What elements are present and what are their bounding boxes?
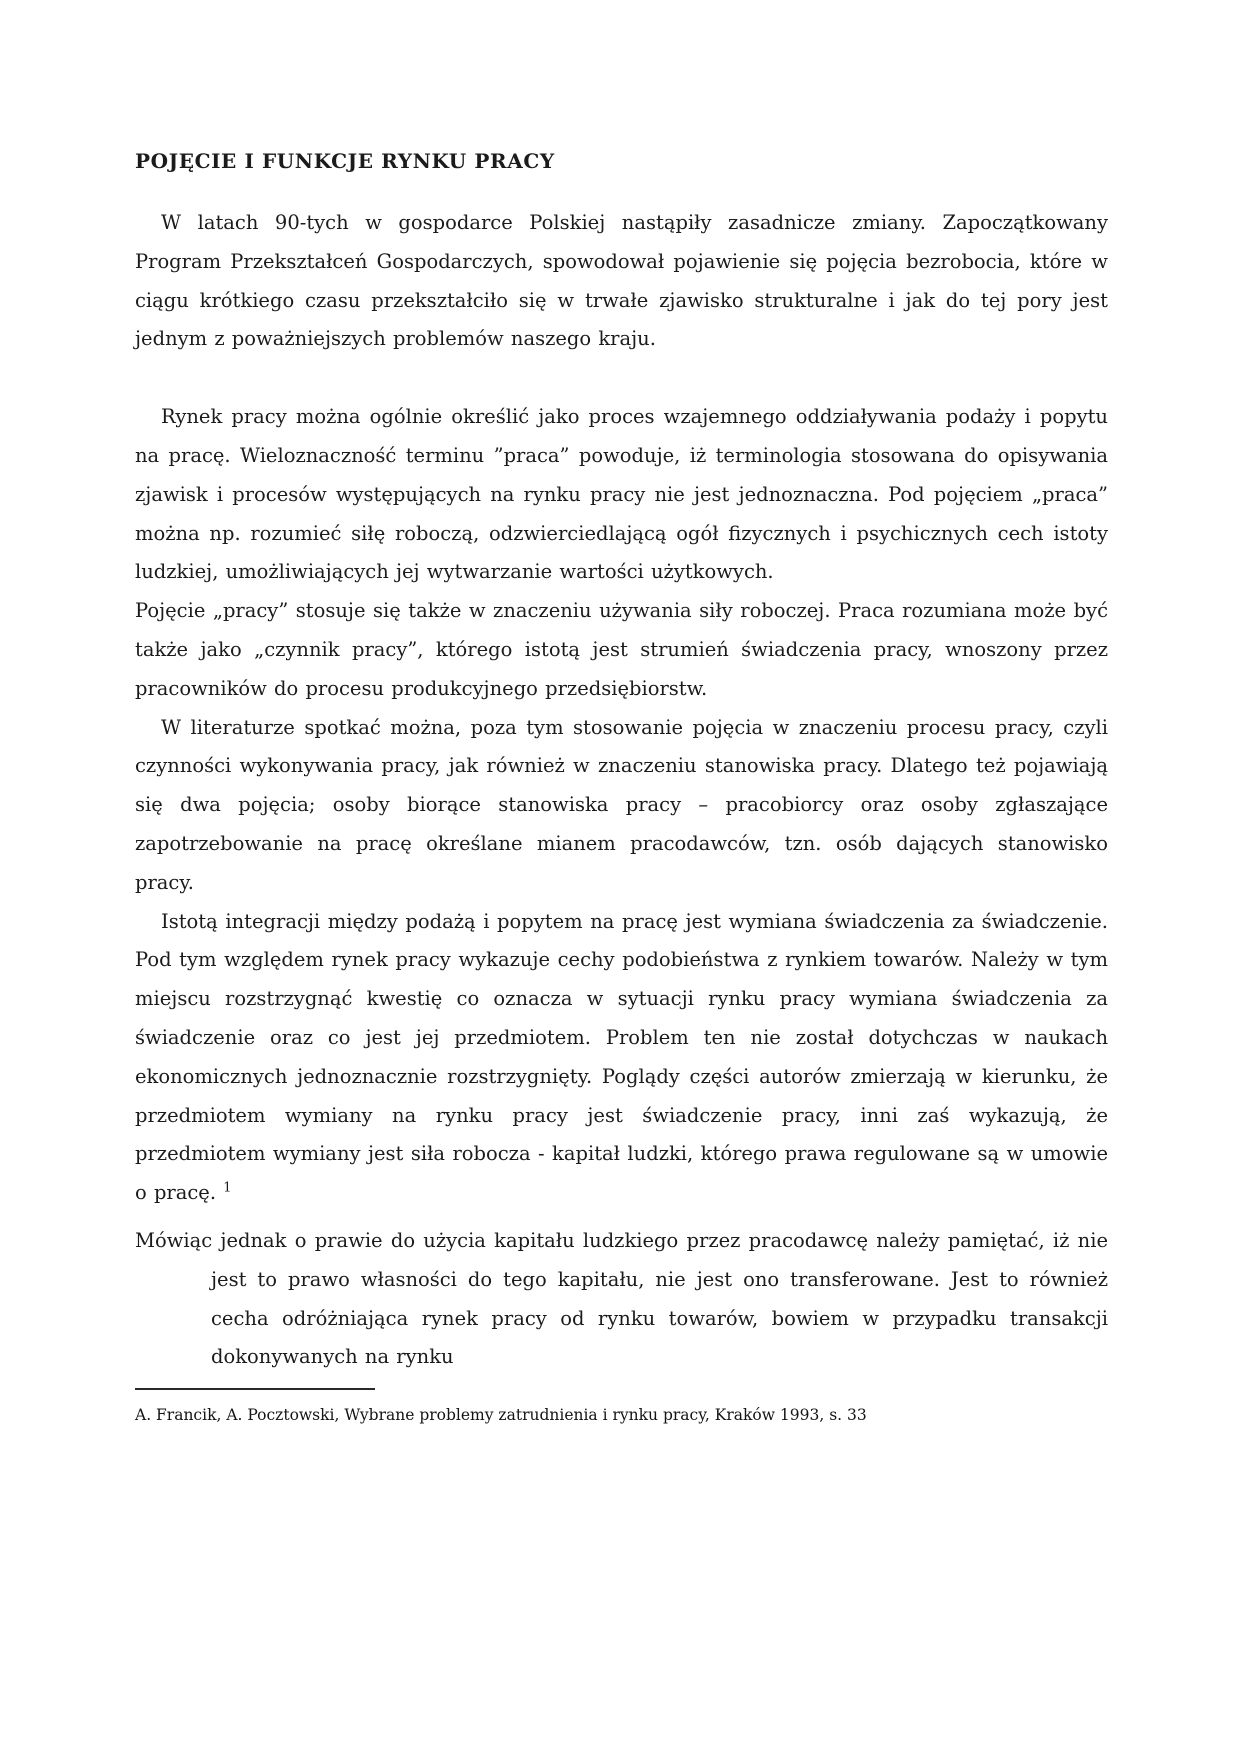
- footnote-reference-marker: 1: [223, 1180, 232, 1196]
- paragraph-literature: W literaturze spotkać można, poza tym stosowanie pojęcia w znaczeniu procesu pracy, czyli czynności wykonywania pracy, jak również w znaczeniu stanowiska pracy. Dlatego też pojawiają się dwa pojęcia; osoby biorące stanowiska pracy – pracobiorcy oraz osoby zgłaszające zapotrzebowanie na pracę określane mianem pracodawców, tzn. osób dających stanowisko pracy.: [135, 715, 1108, 894]
- footnote-text: A. Francik, A. Pocztowski, Wybrane problemy zatrudnienia i rynku pracy, Kraków 1993, s. 33: [135, 1406, 867, 1424]
- paragraph-integration: [135, 903, 1108, 1213]
- page-title: POJĘCIE I FUNKCJE RYNKU PRACY: [135, 149, 555, 173]
- footnote-section: [135, 1388, 1108, 1426]
- paragraph-intro: W latach 90-tych w gospodarce Polskiej nastąpiły zasadnicze zmiany. Zapoczątkowany Program Przekształceń Gospodarczych, spowodował pojawienie się pojęcia bezrobocia, które w ciągu krótkiego czasu przekształciło się w trwałe zjawisko strukturalne i jak do tej pory jest jednym z poważniejszych problemów naszego kraju.: [135, 211, 1108, 351]
- paragraph-work-concept: Pojęcie „pracy” stosuje się także w znaczeniu używania siły roboczej. Praca rozumiana może być także jako „czynnik pracy”, którego istotą jest strumień świadczenia pracy, wnoszony przez pracowników do procesu produkcyjnego przedsiębiorstw.: [135, 599, 1108, 700]
- document-body: [135, 148, 1108, 1377]
- paragraph-integration-text: Istotą integracji między podażą i popytem na pracę jest wymiana świadczenia za świadczenie. Pod tym względem rynek pracy wykazuje cechy podobieństwa z rynkiem towarów. Należy w tym miejscu rozstrzygnąć kwestię co oznacza w sytuacji rynku pracy wymiana świadczenia za świadczenie oraz co jest jej przedmiotem. Problem ten nie został dotychczas w naukach ekonomicznych jednoznacznie rozstrzygnięty. Poglądy części autorów zmierzają w kierunku, że przedmiotem wymiany na rynku pracy jest świadczenie pracy, inni zaś wykazują, że przedmiotem wymiany jest siła robocza - kapitał ludzki, którego prawa regulowane są w umowie o pracę.: [135, 909, 1108, 1205]
- footnote-separator-rule: [135, 1388, 375, 1390]
- paragraph-labor-market-definition: Rynek pracy można ogólnie określić jako proces wzajemnego oddziaływania podaży i popytu na pracę. Wieloznaczność terminu ”praca” powoduje, iż terminologia stosowana do opisywania zjawisk i procesów występujących na rynku pracy nie jest jednoznaczna. Pod pojęciem „praca” można np. rozumieć siłę roboczą, odzwierciedlającą ogół fizycznych i psychicznych cech istoty ludzkiej, umożliwiających jej wytwarzanie wartości użytkowych.: [135, 405, 1108, 584]
- paragraph-human-capital: Mówiąc jednak o prawie do użycia kapitału ludzkiego przez pracodawcę należy pamiętać, iż nie jest to prawo własności do tego kapitału, nie jest ono transferowane. Jest to również cecha odróżniająca rynek pracy od rynku towarów, bowiem w przypadku transakcji dokonywanych na rynku: [135, 1228, 1108, 1369]
